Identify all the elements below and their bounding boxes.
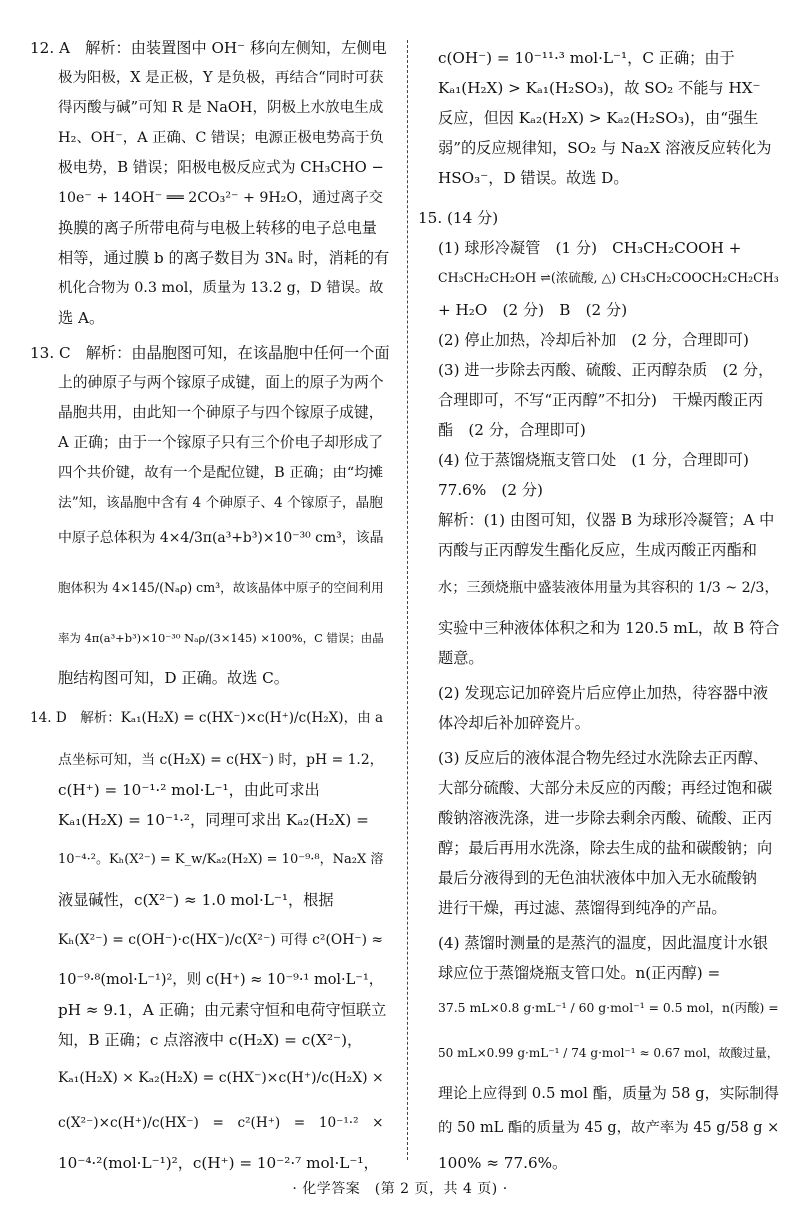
q14-line: Kₐ₁(H₂X) × Kₐ₂(H₂X) = c(HX⁻)×c(H⁺)/c(H₂X) × [58,1070,384,1086]
q13-line: 四个共价键，故有一个是配位键，B 正确；由“均摊 [58,465,384,481]
q13-line: A 正确；由于一个镓原子只有三个价电子却形成了 [58,434,384,451]
q13-line: 胞体积为 4×145/(Nₐρ) cm³，故该晶体中原子的空间利用 [58,580,384,595]
q15-answer-line: 77.6% (2 分) [438,481,543,499]
q15-heading: 15. (14 分) [418,209,499,227]
q15-analysis-line: 的 50 mL 酯的质量为 45 g，故产率为 45 g/58 g × [438,1120,780,1136]
q14-line: 14. D 解析：Kₐ₁(H₂X) = c(HX⁻)×c(H⁺)/c(H₂X)，由 a [30,710,384,726]
q15-analysis-line: 解析：(1) 由图可知，仪器 B 为球形冷凝管；A 中 [438,511,775,529]
q14-line: pH ≈ 9.1，A 正确；由元素守恒和电荷守恒联立 [58,1001,387,1019]
q13-line: 法”知，该晶胞中含有 4 个砷原子、4 个镓原子，晶胞 [58,495,383,511]
q13-line: 中原子总体积为 4×4/3π(a³+b³)×10⁻³⁰ cm³，该晶 [58,530,384,546]
q14-line: 10⁻⁴·²。Kₕ(X²⁻) = K_w/Kₐ₂(H₂X) = 10⁻⁹·⁸，Na₂X 溶 [58,852,384,867]
q13-line: 率为 4π(a³+b³)×10⁻³⁰ Nₐρ/(3×145) ×100%，C 错误；由晶 [58,631,384,645]
q13-line: 13. C 解析：由晶胞图可知，在该晶胞中任何一个面 [30,344,390,362]
q14-line: 10⁻⁹·⁸(mol·L⁻¹)²，则 c(H⁺) ≈ 10⁻⁹·¹ mol·L⁻¹， [58,972,384,988]
q14-line: c(X²⁻)×c(H⁺)/c(HX⁻) = c²(H⁺) = 10⁻¹·² × [58,1115,384,1131]
q15-analysis-line: (2) 发现忘记加碎瓷片后应停止加热，待容器中液 [438,684,769,702]
q15-analysis-line: (3) 反应后的液体混合物先经过水洗除去正丙醇、 [438,749,769,767]
q14-cont-line: HSO₃⁻，D 错误。故选 D。 [438,169,629,187]
q14-line: Kₕ(X²⁻) = c(OH⁻)·c(HX⁻)/c(X²⁻) 可得 c²(OH⁻) ≈ [58,932,383,948]
column-divider [407,40,408,1160]
q15-analysis-line: 37.5 mL×0.8 g·mL⁻¹ / 60 g·mol⁻¹ = 0.5 mol，n(丙酸) = [438,1001,779,1015]
q15-analysis-line: 进行干燥，再过滤、蒸馏得到纯净的产品。 [438,899,727,917]
q14-cont-line: c(OH⁻) = 10⁻¹¹·³ mol·L⁻¹，C 正确；由于 [438,49,735,67]
q15-answer-line: + H₂O (2 分) B (2 分) [438,301,628,319]
q15-analysis-line: 体冷却后补加碎瓷片。 [438,714,590,732]
q12-line: 得丙酸与碱”可知 R 是 NaOH，阴极上水放电生成 [58,100,384,116]
q15-analysis-line: 理论上应得到 0.5 mol 酯，质量为 58 g，实际制得 [438,1084,779,1102]
q15-analysis-line: 酸钠溶液洗涤，进一步除去剩余丙酸、硫酸、正丙 [438,809,773,827]
q15-analysis-line: 50 mL×0.99 g·mL⁻¹ / 74 g·mol⁻¹ ≈ 0.67 mol，故酸过量， [438,1046,779,1060]
q15-analysis-line: 实验中三种液体体积之和为 120.5 mL，故 B 符合 [438,619,780,637]
q14-line: 知，B 正确；c 点溶液中 c(H₂X) = c(X²⁻)， [58,1031,363,1049]
q15-analysis-line: 醇；最后再用水洗涤，除去生成的盐和碳酸钠；向 [438,839,773,857]
q12-line: 相等，通过膜 b 的离子数目为 3Nₐ 时，消耗的有 [58,249,390,267]
q12-line: 换膜的离子所带电荷与电极上转移的电子总电量 [58,219,377,237]
q15-answer-line: (1) 球形冷凝管 (1 分) CH₃CH₂COOH + [438,239,742,257]
q13-line: 胞结构图可知，D 正确。故选 C。 [58,669,289,687]
q12-line: 选 A。 [58,309,105,327]
q15-analysis-line: 水；三颈烧瓶中盛装液体用量为其容积的 1/3 ~ 2/3， [438,580,779,596]
q15-equation-line: CH₃CH₂CH₂OH ⇌(浓硫酸, △) CH₃CH₂COOCH₂CH₂CH₃ [438,270,779,285]
page-footer: · 化学答案 (第 2 页，共 4 页) · [292,1181,508,1197]
q15-analysis-line: 丙酸与正丙醇发生酯化反应，生成丙酸正丙酯和 [438,541,757,559]
q14-cont-line: 弱”的反应规律知，SO₂ 与 Na₂X 溶液反应转化为 [438,139,772,157]
q14-line: 液显碱性，c(X²⁻) ≈ 1.0 mol·L⁻¹，根据 [58,891,334,909]
q12-line: 机化合物为 0.3 mol，质量为 13.2 g，D 错误。故 [58,280,384,296]
q15-analysis-line: 球应位于蒸馏烧瓶支管口处。n(正丙醇) = [438,964,721,982]
q15-analysis-line: 大部分硫酸、大部分未反应的丙酸；再经过饱和碳 [438,779,773,797]
q12-line: 10e⁻ + 14OH⁻ ══ 2CO₃²⁻ + 9H₂O，通过离子交 [58,190,383,206]
q15-answer-line: (3) 进一步除去丙酸、硫酸、正丙醇杂质 (2 分， [438,361,774,379]
q15-answer-line: 酯 (2 分，合理即可) [438,421,586,439]
q14-cont-line: 反应，但因 Kₐ₂(H₂X) > Kₐ₂(H₂SO₃)，由“强生 [438,109,759,127]
q14-line: 点坐标可知，当 c(H₂X) = c(HX⁻) 时，pH = 1.2， [58,752,384,768]
q13-line: 上的砷原子与两个镓原子成键，面上的原子为两个 [58,374,384,391]
q14-cont-line: Kₐ₁(H₂X) > Kₐ₁(H₂SO₃)，故 SO₂ 不能与 HX⁻ [438,79,761,97]
q15-analysis-line: 题意。 [438,649,484,667]
q15-answer-line: (4) 位于蒸馏烧瓶支管口处 (1 分，合理即可) [438,451,749,469]
q14-line: 10⁻⁴·²(mol·L⁻¹)²，c(H⁺) = 10⁻²·⁷ mol·L⁻¹， [58,1154,379,1172]
q12-line: 12. A 解析：由装置图中 OH⁻ 移向左侧知，左侧电 [30,39,387,57]
q15-answer-line: (2) 停止加热，冷却后补加 (2 分，合理即可) [438,331,749,349]
q13-line: 晶胞共用，由此知一个砷原子与四个镓原子成键， [58,404,384,421]
q12-line: 极电势，B 错误；阳极电极反应式为 CH₃CHO − [58,159,384,176]
q15-analysis-line: 100% ≈ 77.6%。 [438,1154,568,1172]
q12-line: 极为阳极，X 是正极，Y 是负极，再结合“同时可获 [58,70,384,86]
q15-answer-line: 合理即可，不写“正丙醇”不扣分) 干燥丙酸正丙 [438,391,764,409]
q15-analysis-line: 最后分液得到的无色油状液体中加入无水硫酸钠 [438,869,757,887]
q15-analysis-line: (4) 蒸馏时测量的是蒸汽的温度，因此温度计水银 [438,934,769,952]
q14-line: c(H⁺) = 10⁻¹·² mol·L⁻¹，由此可求出 [58,781,320,799]
q12-line: H₂、OH⁻，A 正确、C 错误；电源正极电势高于负 [58,130,384,146]
q14-line: Kₐ₁(H₂X) = 10⁻¹·²，同理可求出 Kₐ₂(H₂X) = [58,811,369,829]
